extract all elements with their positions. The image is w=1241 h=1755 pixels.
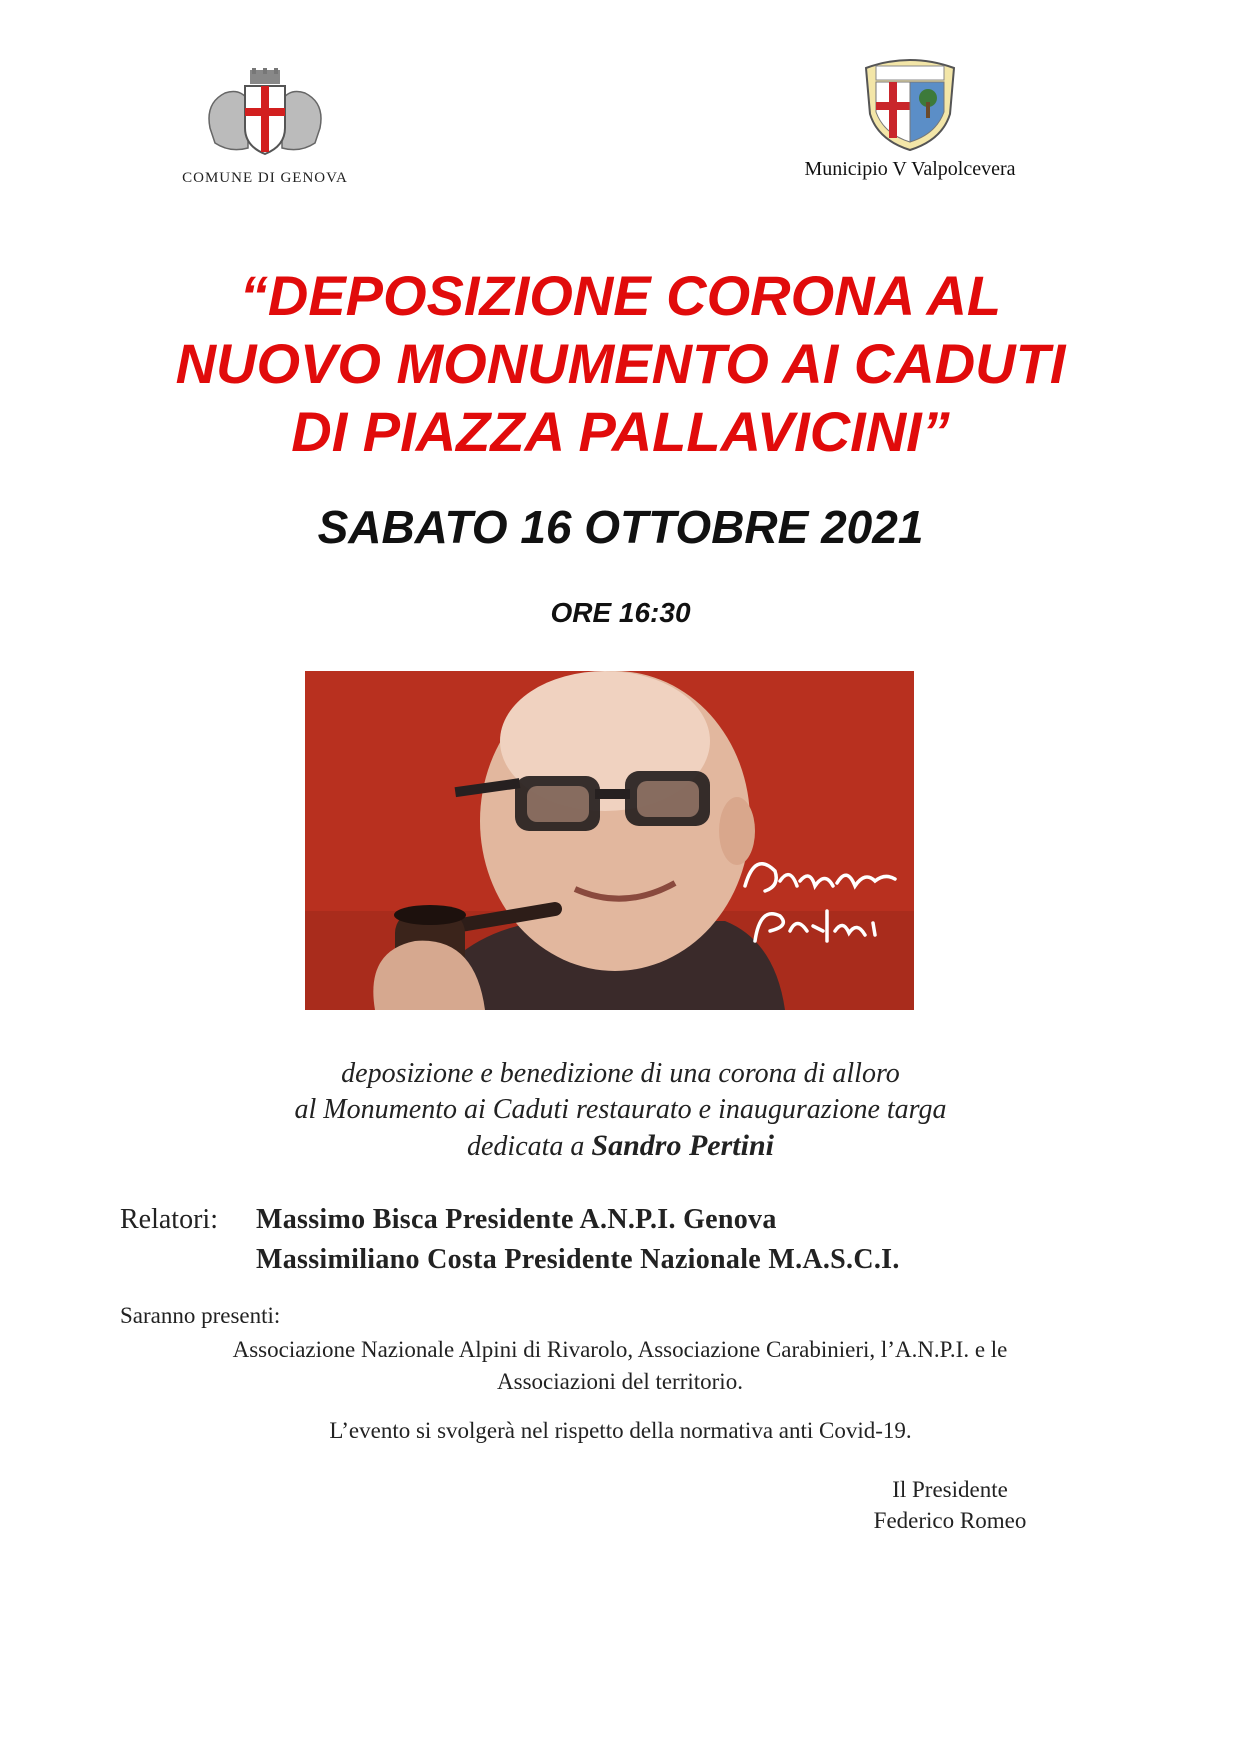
covid-notice: L’evento si svolgerà nel rispetto della normativa anti Covid-19. [329,1418,912,1443]
signature-name: Federico Romeo [873,1508,1027,1533]
right-logo-caption: Municipio V Valpolcevera [804,158,1016,180]
presence-heading: Saranno presenti: [120,1303,281,1328]
municipio-logo [770,52,1050,181]
presence-list [100,1334,1140,1398]
signature-block [850,1474,1050,1536]
signature-role: Il Presidente [892,1477,1008,1502]
municipio-shield-icon [862,52,958,152]
portrait-photo [305,671,914,1010]
description-line-1: deposizione e benedizione di una corona di alloro [341,1058,900,1089]
description-line-3 [0,1128,1241,1165]
title-line-1: “DEPOSIZIONE CORONA AL [239,264,1002,327]
signature-icon [735,831,905,971]
dedication-name: Sandro Pertini [591,1129,774,1162]
title-line-2: NUOVO MONUMENTO AI CADUTI [175,332,1066,395]
speakers-section [120,1200,900,1280]
presence-line-2: Associazioni del territorio. [497,1369,743,1394]
genova-coat-of-arms-icon [200,68,330,158]
event-title [0,262,1241,466]
comune-di-genova-logo [170,68,360,187]
presence-line-1: Associazione Nazionale Alpini di Rivarolo, Associazione Carabinieri, l’A.N.P.I. e le [232,1337,1008,1362]
speaker-1: Massimo Bisca Presidente A.N.P.I. Genova [256,1204,777,1235]
event-description [0,1056,1241,1165]
speaker-2: Massimiliano Costa Presidente Nazionale M.A.S.C.I. [256,1244,900,1275]
event-date: SABATO 16 OTTOBRE 2021 [317,501,924,553]
dedication-prefix: dedicata a [467,1131,585,1162]
description-line-2: al Monumento ai Caduti restaurato e inaugurazione targa [294,1094,947,1125]
left-logo-caption: COMUNE DI GENOVA [182,170,348,186]
event-time: ORE 16:30 [550,597,691,628]
speakers-label: Relatori: [120,1204,218,1235]
title-line-3: DI PIAZZA PALLAVICINI” [291,400,950,463]
